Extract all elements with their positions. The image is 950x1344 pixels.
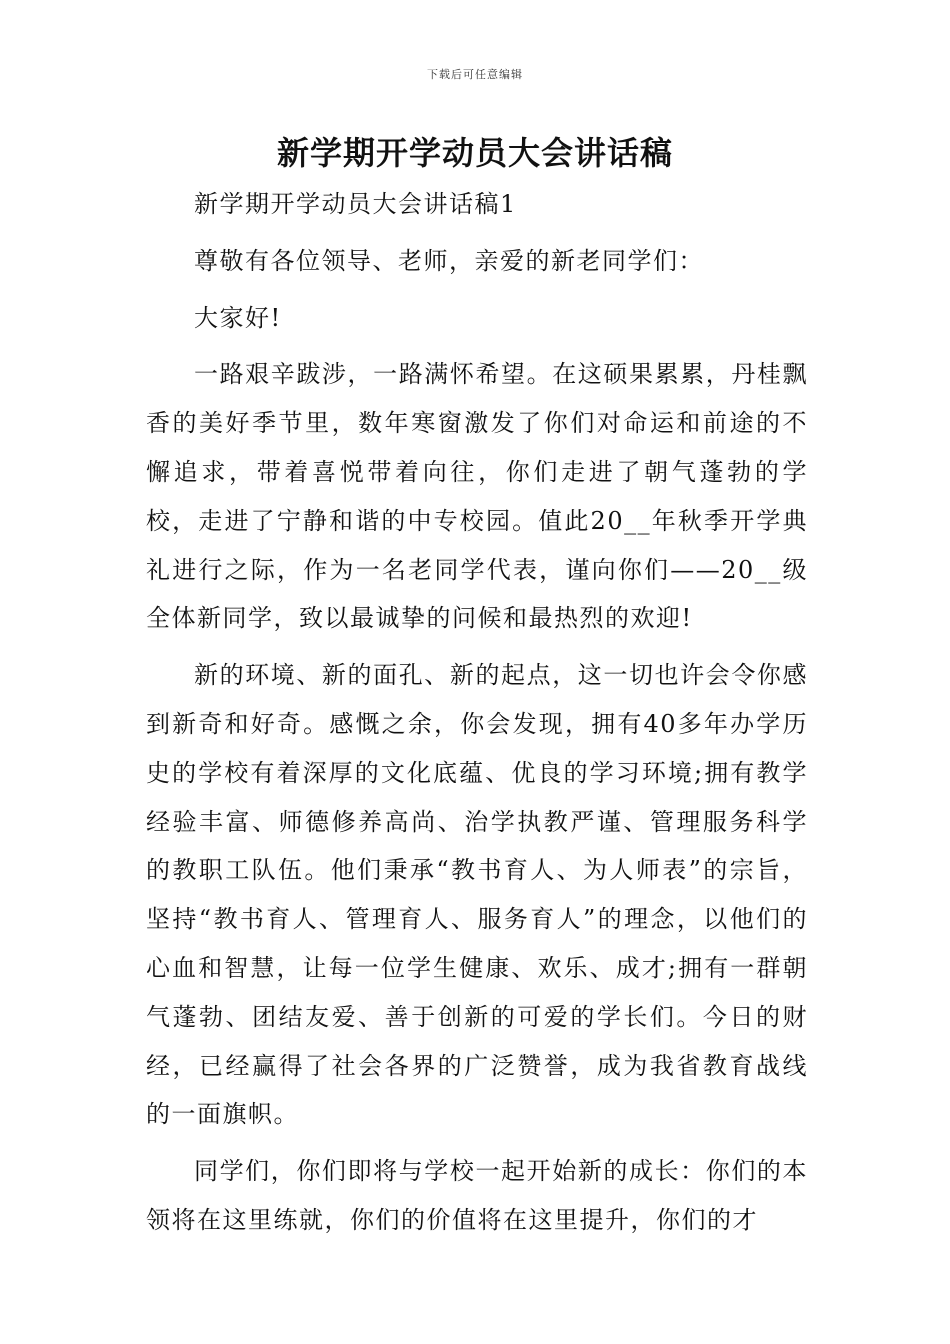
paragraph-body: 新的环境、新的面孔、新的起点，这一切也许会令你感到新奇和好奇。感慨之余，你会发现，拥有40多年办学历史的学校有着深厚的文化底蕴、优良的学习环境;拥有教学经验丰富、师德修养高尚、治学执教严谨、管理服务科学的教职工队伍。他们秉承“教书育人、为人师表”的宗旨，坚持“教书育人、管理育人、服务育人”的理念，以他们的心血和智慧，让每一位学生健康、欢乐、成才;拥有一群朝气蓬勃、团结友爱、善于创新的可爱的学长们。今日的财经，已经赢得了社会各界的广泛赞誉，成为我省教育战线的一面旗帜。 (146, 661, 808, 1129)
paragraph-body: 一路艰辛跋涉，一路满怀希望。在这硕果累累，丹桂飘香的美好季节里，数年寒窗激发了你们对命运和前途的不懈追求，带着喜悦带着向往，你们走进了朝气蓬勃的学校，走进了宁静和谐的中专校园。值此20__年秋季开学典礼进行之际，作为一名老同学代表，谨向你们——20__级全体新同学，致以最诚挚的问候和最热烈的欢迎! (146, 360, 808, 633)
paragraph-body: 同学们，你们即将与学校一起开始新的成长：你们的本领将在这里练就，你们的价值将在这里提升，你们的才 (146, 1157, 808, 1234)
document-body (146, 180, 808, 1245)
paragraph-greeting: 大家好! (194, 303, 282, 332)
paragraph-salutation: 尊敬有各位领导、老师，亲爱的新老同学们： (194, 246, 704, 275)
document-title: 新学期开学动员大会讲话稿 (276, 134, 673, 172)
header-note: 下载后可任意编辑 (427, 68, 523, 81)
paragraph-subtitle: 新学期开学动员大会讲话稿1 (194, 190, 517, 218)
